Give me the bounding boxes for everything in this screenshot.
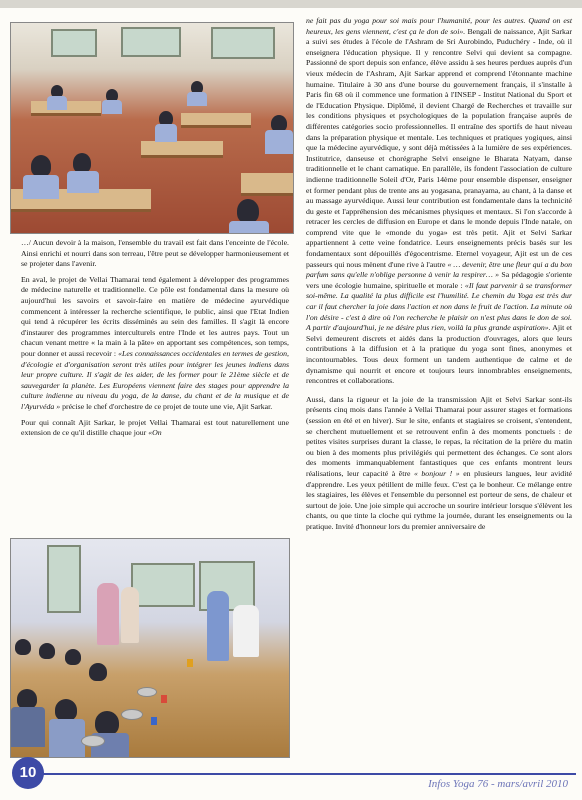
text-run: en plusieurs langues, leur avidité d'apprendre. Les yeux pétillent de mille feux. C'est ça le bonheur. Ce mélange entre les stagiaires, les élèves et l'ensemble du personnel est porteur de sens, de chaleur et surtout de joie. Une joie simple qui accroche un sourire intérieur lorsque s'élèvent les chants, ou que tinte la cloche qui rythme la journée, durant les enseignements ou la pratique. Invité d'honneur lors du premier anniversaire de (306, 468, 573, 531)
window (47, 545, 81, 613)
window (131, 563, 195, 607)
text-run: Pour qui connaît Ajit Sarkar, le projet Vellai Thamarai est tout naturellement une extension de ce qu'il distille chaque jour (21, 417, 289, 438)
page-number: 10 (12, 757, 44, 789)
quote: ne fait pas du yoga pour soi mais pour l'humanité, pour les autres. Quand on est heureux, les gens viennent, c'est ça le don de soi». (306, 16, 572, 36)
plate (81, 735, 105, 747)
child (17, 689, 37, 709)
text-run: Bengali de naissance, Ajit Sarkar a suivi ses études à l'école de l'Ashram de Sri Aurobindo, Puduchéry - Inde, où il enseignera l'éducation physique. Il y rencontre Selvi qui devient sa compagne. Passionné de sport depuis son enfance, élève assidu à ses heures perdues auprès d'un vieux médecin de l'Ashram, Ajit Sarkar apprend et comprend l'étonnante machine humaine. Titulaire à 30 ans d'une bourse du gouvernement français, il s'installe à Paris fin 68 où il commence une formation à l'INSEP - Institut National du Sport et de l'Education Physique. Diplômé, il devient Chargé de Recherches et travaille sur les conditions physiques et psychologiques de la population française auprès de différentes catégories socio professionnelles. Il entraîne des sportifs de haut niveau dans la préparation physique et mentale. Les techniques et pratiques yogiques, ainsi que la médecine ayurvédique, y sont déjà métissées à la lumière de ses expériences. Institutrice, danseuse et chorégraphe Selvi enseigne le Bharata Natyam, danse traditionnelle et le chant carnatique. En parallèle, ils fondent l'association de culture indienne traditionnelle Soleil d'Or, Paris 14ème pour ensemble dispenser, enseigner et former pendant plus de trente ans au yogasana, pranayama, au chant, à la danse et au massage ayurvédique. Aussi leur contribution est fondamentale dans la technicité du geste et l'appréhension des mécanismes physiques et mentaux. Si l'on s'accorde à retracer les cercles de diffusion en Europe et dans le monde depuis l'Inde natale, on comprend vite que le «monde du yoga» est très petit. Ajit et Selvi Sarkar appartiennent à cette veine fondatrice. Leurs enseignements précis basés sur les fondamentaux sont dépouillés d'égocentrisme. Eternel voyageur, Ajit est un de ces passeurs qui nous mènent d'une rive à l'autre (306, 26, 573, 269)
quote: « bonjour ! » (413, 468, 460, 478)
child-shirt (23, 175, 59, 199)
paragraph: …/ Aucun devoir à la maison, l'ensemble du travail est fait dans l'enceinte de l'école. Ainsi enrichi et nourri dans son terreau, l'être peut se développer harmonieusement et se projeter dans l'avenir. (21, 238, 289, 269)
child (73, 153, 91, 173)
magazine-footer: Infos Yoga 76 - mars/avril 2010 (428, 778, 568, 790)
quote: «Il faut parvenir à se transformer soi-même. La qualité la plus difficile est l'humilité. Le chemin du Yoga est très dur car il faut chercher la joie dans l'action et non dans le fruit de l'action. La minute où l'on désire - c'est à dire où l'on recherche le plaisir on n'est plus dans le don de soi. A partir d'aujourd'hui, je ne désire plus rien, voilà la plus grande aspiration». (306, 280, 572, 333)
child (95, 711, 119, 735)
desk (181, 113, 251, 128)
paragraph (306, 395, 572, 533)
column-left (21, 238, 289, 444)
text-run: Aussi, dans la rigueur et la joie de la transmission Ajit et Selvi Sarkar sont-ils présents cinq mois dans l'année à Vellai Thamarai pour assurer stages et formations (session en été et en hiver). Sur le site, enfants et stagiaires se croisent, s'entendent, se cherchent mutuellement et se retrouvent enfin à des moments ponctuels : de petites visites surprises durant la classe, le repas, la récitation de la prière du matin ou bien à des moments plus privilégiés qui permettent des échanges. Ce sont alors des moments immanquablement fantastiques que ces enfants montrent leurs réalisations, leur capacité à être (306, 394, 572, 478)
window (51, 29, 97, 57)
child-shirt (47, 96, 67, 110)
child-shirt (11, 707, 45, 747)
paragraph (21, 418, 289, 439)
woman-standing (207, 591, 229, 661)
window (121, 27, 181, 57)
desk (241, 173, 293, 196)
child-shirt (67, 171, 99, 193)
child-shirt (155, 124, 177, 142)
child (31, 155, 51, 177)
seated-adult (233, 605, 259, 657)
plate (137, 687, 157, 697)
text-run: Sa pédagogie s'oriente vers une écologie humaine, spirituelle et morale : (306, 270, 572, 290)
child-shirt (265, 130, 293, 154)
woman-standing (97, 583, 119, 645)
child-shirt (229, 221, 269, 234)
text-run: Ajit et Selvi demeurent discrets et aidés dans la production d'ouvrages, alors que leurs contributions à la diffusion et à la pratique du yoga sont fines, anonymes et incontournables. Tous deux forment un tandem authentique de calme et de dynamisme qui nourrit et encore et toujours leurs innombrables enseignements, rencontres et collaborations. (306, 323, 572, 386)
window (211, 27, 275, 59)
child (55, 699, 77, 721)
woman-standing (121, 587, 139, 643)
paragraph (21, 275, 289, 413)
footer-rule (40, 773, 576, 775)
child (65, 649, 81, 665)
cup (187, 659, 193, 667)
child-shirt (102, 100, 122, 114)
top-rule (0, 0, 582, 8)
quote: « … devenir, être une fleur qui a du bon parfum sans qu'elle n'oblige personne à venir la respirer… » (306, 259, 572, 280)
paragraph (306, 16, 572, 387)
text-run: En aval, le projet de Vellai Thamarai tend également à développer des programmes de médecine naturelle et traditionnelle. Ce pôle est fondamental dans la mesure où aujourd'hui les savoirs et savoir-faire en matière de médecine ayurvédique commencent à intéresser la recherche scientifique, le public, ainsi que l'Etat Indien qui tend à récupérer les écrits disséminés au sein des familles. Il s'agit là encore d'instaurer des programmes interculturels entre l'Inde et les autres pays. Tout un chacun venant mettre « la main à la pâte» en apportant ses compétences, son temps, pour donner et aussi recevoir : (21, 274, 289, 358)
child (39, 643, 55, 659)
child-shirt (49, 719, 85, 757)
text-run: précise le chef d'orchestre de ce projet de toute une vie, Ajit Sarkar. (60, 401, 273, 411)
child (15, 639, 31, 655)
child (89, 663, 107, 681)
desk (141, 141, 223, 158)
cup (151, 717, 157, 725)
dining-hall-photo (10, 538, 290, 758)
child (237, 199, 259, 223)
plate (121, 709, 143, 720)
cup (161, 695, 167, 703)
child-shirt (187, 92, 207, 106)
column-right (306, 16, 572, 538)
quote: «Les connaissances occidentales en termes de gestion, d'écologie et d'organisation seront très utiles pour intégrer les jeunes indiens dans leur propre culture. Il s'agit de les aider, de les former pour le 21ème siècle et de sauvegarder la planète. Les Européens viennent faire des stages pour apprendre la culture indienne au niveau du yoga, de la danse, du chant et de la musique et de l'Ayurvéda » (21, 348, 289, 411)
quote: «On (148, 428, 162, 438)
classroom-photo (10, 22, 294, 234)
